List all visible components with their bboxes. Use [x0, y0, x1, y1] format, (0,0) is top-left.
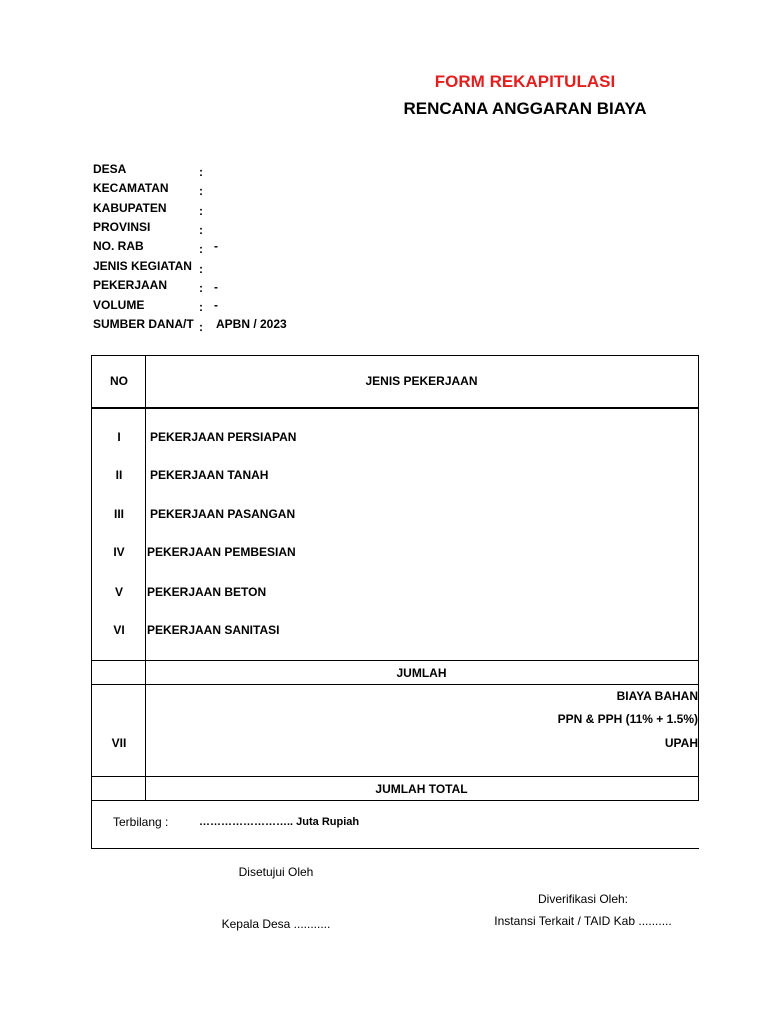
table-divider	[91, 660, 699, 661]
jumlah-label: JUMLAH	[396, 666, 447, 680]
signature-left-name: Kepala Desa ...........	[221, 917, 331, 931]
header-no: NO	[110, 374, 128, 388]
terbilang-label: Terbilang :	[113, 815, 169, 829]
row-number-vii: VII	[111, 736, 127, 750]
signature-left-title: Disetujui Oleh	[238, 865, 314, 879]
info-label-no-rab: NO. RAB	[93, 239, 144, 253]
info-value-volume: -	[214, 298, 218, 312]
table-header-divider	[91, 407, 699, 409]
info-colon: :	[199, 300, 203, 314]
table-border-top	[91, 355, 699, 356]
row-name: PEKERJAAN BETON	[147, 585, 267, 599]
info-label-sumber-dana: SUMBER DANA/T	[93, 317, 194, 331]
table-border-right	[698, 355, 699, 801]
signature-right-title: Diverifikasi Oleh:	[537, 892, 629, 906]
upah-label: UPAH	[664, 736, 698, 750]
jumlah-total-label: JUMLAH TOTAL	[375, 782, 468, 796]
form-title: FORM REKAPITULASI	[434, 72, 616, 91]
info-label-pekerjaan: PEKERJAAN	[93, 278, 168, 292]
info-label-jenis-kegiatan: JENIS KEGIATAN	[93, 259, 192, 273]
info-label-desa: DESA	[93, 162, 127, 176]
row-number: IV	[113, 545, 125, 559]
info-colon: :	[199, 262, 203, 276]
info-value-no-rab: -	[214, 239, 218, 253]
table-border-left	[91, 355, 92, 849]
info-label-provinsi: PROVINSI	[93, 220, 151, 234]
row-number: V	[114, 585, 123, 599]
row-number: III	[113, 507, 124, 521]
info-colon: :	[199, 223, 203, 237]
row-number: II	[115, 468, 123, 482]
row-name: PEKERJAAN PEMBESIAN	[147, 545, 296, 559]
row-number: I	[117, 430, 121, 444]
info-value-sumber-dana: APBN / 2023	[216, 317, 287, 331]
terbilang-value: …………………….. Juta Rupiah	[199, 816, 360, 828]
signature-right-name: Instansi Terkait / TAID Kab ..........	[494, 914, 672, 928]
info-colon: :	[199, 165, 203, 179]
row-name: PEKERJAAN TANAH	[150, 468, 269, 482]
table-border-bottom	[91, 848, 699, 849]
info-colon: :	[199, 320, 203, 334]
info-label-volume: VOLUME	[93, 298, 145, 312]
form-subtitle: RENCANA ANGGARAN BIAYA	[403, 99, 647, 118]
info-colon: :	[199, 242, 203, 256]
row-number: VI	[113, 623, 125, 637]
info-label-kabupaten: KABUPATEN	[93, 201, 167, 215]
info-label-kecamatan: KECAMATAN	[93, 181, 169, 195]
table-column-divider	[145, 355, 146, 801]
info-value-pekerjaan: -	[214, 280, 218, 294]
table-divider	[91, 776, 699, 777]
info-colon: :	[199, 184, 203, 198]
table-divider	[91, 684, 699, 685]
row-name: PEKERJAAN SANITASI	[147, 623, 280, 637]
row-name: PEKERJAAN PERSIAPAN	[150, 430, 297, 444]
row-name: PEKERJAAN PASANGAN	[150, 507, 296, 521]
table-divider	[91, 800, 699, 801]
ppn-pph-label: PPN & PPH (11% + 1.5%)	[557, 712, 698, 726]
info-colon: :	[199, 204, 203, 218]
info-colon: :	[199, 281, 203, 295]
header-jenis-pekerjaan: JENIS PEKERJAAN	[365, 374, 478, 388]
biaya-bahan-label: BIAYA BAHAN	[616, 689, 698, 703]
